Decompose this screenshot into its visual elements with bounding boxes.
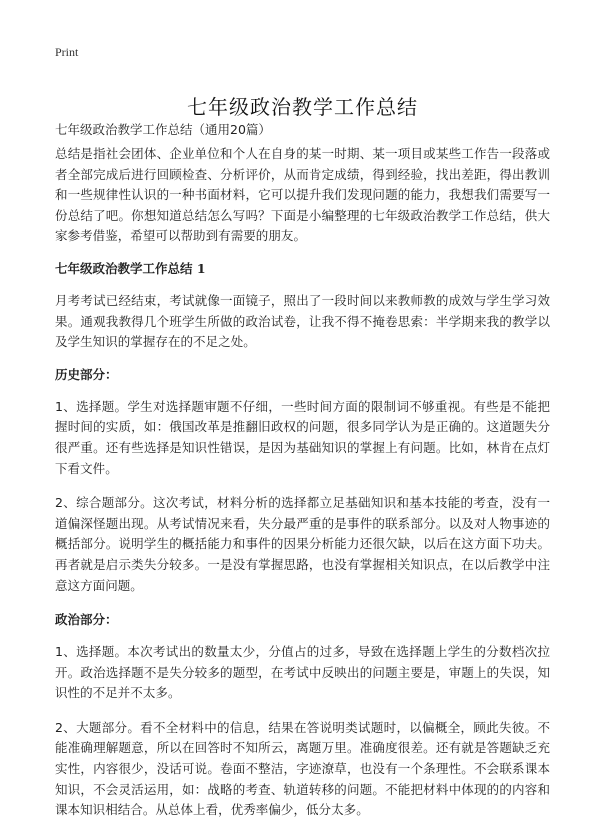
politics-paragraph-1: 1、选择题。本次考试出的数量太少，分值占的过多，导致在选择题上学生的分数档次拉开。政治选择题不是失分较多的题型，在考试中反映出的问题主要是，审题上的失误，知识性的不足并不太多。 [55, 644, 550, 701]
history-heading: 历史部分： [55, 366, 118, 382]
politics-heading: 政治部分： [55, 612, 118, 628]
document-body [55, 144, 550, 821]
print-link[interactable]: Print [55, 45, 79, 59]
intro-paragraph: 总结是指社会团体、企业单位和个人在自身的某一时期、某一项目或某些工作告一段落或者全部完成后进行回顾检查、分析评价，从而肯定成绩，得到经验，找出差距，得出教训和一些规律性认识的一种书面材料，它可以提升我们发现问题的能力，我想我们需要写一份总结了吧。你想知道总结怎么写吗？下面是小编整理的七年级政治教学工作总结，供大家参考借鉴，希望可以帮助到有需要的朋友。 [55, 146, 550, 244]
page-title: 七年级政治教学工作总结 [187, 95, 418, 120]
section1-paragraph: 月考考试已经结束，考试就像一面镜子，照出了一段时间以来教师教的成效与学生学习效果。通观我教得几个班学生所做的政治试卷，让我不得不掩卷思索：半学期来我的教学以及学生知识的掌握存在的不足之处。 [55, 292, 550, 350]
history-paragraph-1: 1、选择题。学生对选择题审题不仔细，一些时间方面的限制词不够重视。有些是不能把握时间的实质，如：俄国改革是推翻旧政权的问题，很多同学认为是正确的。这道题失分很严重。还有些选择是知识性错误，是因为基础知识的掌握上有问题。比如，林肯在点灯下看文件。 [55, 398, 550, 476]
document-subtitle: 七年级政治教学工作总结（通用20篇） [55, 122, 271, 137]
history-paragraph-2: 2、综合题部分。这次考试，材料分析的选择都立足基础知识和基本技能的考查，没有一道偏深怪题出现。从考试情况来看，失分最严重的是事件的联系部分。以及对人物事迹的概括部分。说明学生的概括能力和事件的因果分析能力还很欠缺，以后在这方面下功夫。再者就是启示类失分较多。一是没有掌握思路，也没有掌握相关知识点，在以后教学中注意这方面问题。 [55, 495, 550, 593]
section-heading-1: 七年级政治教学工作总结 1 [55, 260, 206, 276]
politics-paragraph-2: 2、大题部分。看不全材料中的信息，结果在答说明类试题时，以偏概全，顾此失彼。不能准确理解题意，所以在回答时不知所云，离题万里。准确度很差。还有就是答题缺乏充实性，内容很少，没话可说。卷面不整洁，字迹潦草，也没有一个条理性。不会联系课本知识，不会灵活运用，如：战略的考查、轨道转移的问题。不能把材料中体现的的内容和课本知识相结合。从总体上看，优秀率偏少，低分太多。 [55, 719, 550, 818]
